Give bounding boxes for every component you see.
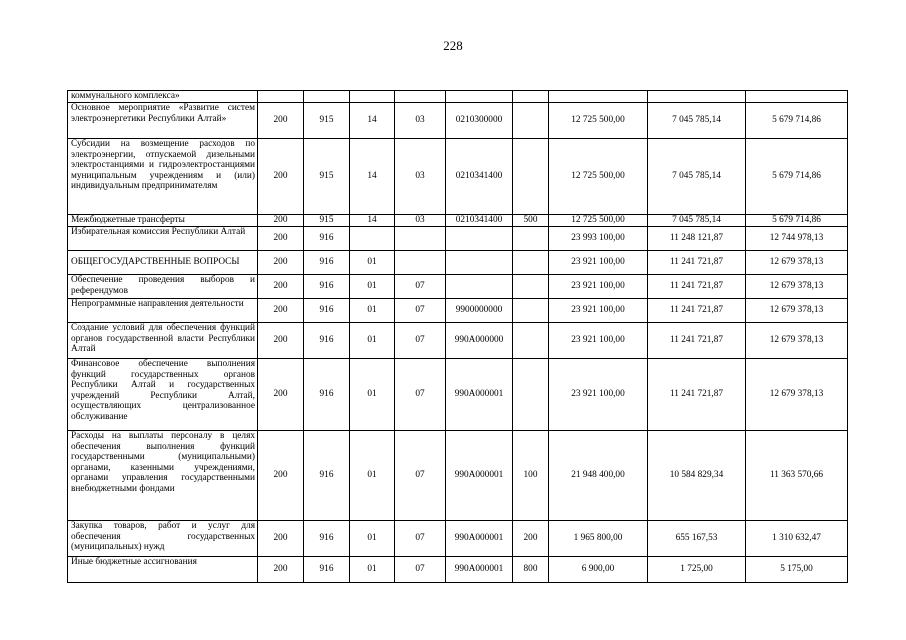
cell-c1: 200 (258, 251, 304, 275)
cell-c3: 01 (350, 557, 395, 583)
cell-c5 (446, 275, 513, 299)
cell-c2: 915 (304, 215, 350, 227)
cell-v2 (648, 91, 746, 103)
cell-c5 (446, 251, 513, 275)
cell-c5: 9900000000 (446, 299, 513, 323)
row-description: Избирательная комиссия Республики Алтай (68, 227, 258, 251)
cell-c6: 500 (513, 215, 549, 227)
cell-c4: 07 (395, 557, 446, 583)
cell-c5 (446, 227, 513, 251)
row-description: Финансовое обеспечение выполнения функций государственных органов Республики Алтай и государственных учреждений Республики Алтай, осуществляющих централизованное обслуживание (68, 359, 258, 431)
cell-v3: 12 679 378,13 (746, 359, 848, 431)
cell-c2: 916 (304, 557, 350, 583)
cell-c1: 200 (258, 103, 304, 139)
cell-v3: 12 679 378,13 (746, 251, 848, 275)
cell-v2: 11 241 721,87 (648, 251, 746, 275)
cell-c2: 916 (304, 323, 350, 359)
cell-c4: 07 (395, 299, 446, 323)
cell-v3: 12 679 378,13 (746, 323, 848, 359)
cell-v3: 11 363 570,66 (746, 431, 848, 521)
table-row (68, 91, 848, 103)
row-description: Обеспечение проведения выборов и референдумов (68, 275, 258, 299)
cell-c2: 916 (304, 359, 350, 431)
cell-v1: 12 725 500,00 (549, 139, 648, 215)
row-description: Субсидии на возмещение расходов по электроэнергии, отпускаемой дизельными электростанциями и гидроэлектростанциями муниципальным учреждениям и (или) индивидуальным предпринимателям (68, 139, 258, 215)
cell-c5: 990А000001 (446, 557, 513, 583)
cell-c2: 916 (304, 251, 350, 275)
cell-c5: 0210300000 (446, 103, 513, 139)
cell-v2: 11 241 721,87 (648, 323, 746, 359)
cell-c3: 01 (350, 251, 395, 275)
cell-c3: 14 (350, 215, 395, 227)
cell-v1 (549, 91, 648, 103)
cell-v2: 7 045 785,14 (648, 103, 746, 139)
cell-c6 (513, 139, 549, 215)
cell-c2: 916 (304, 227, 350, 251)
cell-c2: 915 (304, 139, 350, 215)
cell-c6 (513, 275, 549, 299)
cell-v1: 23 993 100,00 (549, 227, 648, 251)
row-description: Расходы на выплаты персоналу в целях обеспечения выполнения функций государственными (муниципальными) органами, казенными учреждениями, органами управления государственными внебюджетными фондами (68, 431, 258, 521)
cell-c4: 03 (395, 139, 446, 215)
table-row (68, 299, 848, 323)
cell-c3: 14 (350, 139, 395, 215)
cell-c1: 200 (258, 215, 304, 227)
cell-c5: 990А000001 (446, 431, 513, 521)
table-row (68, 251, 848, 275)
row-description: Создание условий для обеспечения функций органов государственной власти Республики Алтай (68, 323, 258, 359)
cell-c1: 200 (258, 139, 304, 215)
cell-c4: 07 (395, 431, 446, 521)
cell-v1: 23 921 100,00 (549, 251, 648, 275)
cell-c5: 0210341400 (446, 139, 513, 215)
row-description: Основное мероприятие «Развитие систем электроэнергетики Республики Алтай» (68, 103, 258, 139)
cell-v3: 12 679 378,13 (746, 275, 848, 299)
table-row (68, 557, 848, 583)
cell-c2: 915 (304, 103, 350, 139)
cell-v1: 23 921 100,00 (549, 323, 648, 359)
cell-c1: 200 (258, 431, 304, 521)
cell-v2: 10 584 829,34 (648, 431, 746, 521)
cell-c4 (395, 227, 446, 251)
budget-table (67, 90, 848, 583)
cell-v1: 12 725 500,00 (549, 215, 648, 227)
cell-v1: 23 921 100,00 (549, 359, 648, 431)
row-description: Межбюджетные трансферты (68, 215, 258, 227)
table-row (68, 431, 848, 521)
cell-v2: 7 045 785,14 (648, 139, 746, 215)
cell-v1: 1 965 800,00 (549, 521, 648, 557)
table-body (68, 91, 848, 583)
cell-v2: 11 241 721,87 (648, 359, 746, 431)
cell-c3: 01 (350, 323, 395, 359)
cell-v3: 5 679 714,86 (746, 103, 848, 139)
cell-v2: 655 167,53 (648, 521, 746, 557)
cell-c1: 200 (258, 299, 304, 323)
cell-c3 (350, 91, 395, 103)
cell-v3: 12 744 978,13 (746, 227, 848, 251)
cell-c6: 800 (513, 557, 549, 583)
cell-c1: 200 (258, 227, 304, 251)
table-row (68, 275, 848, 299)
cell-c4: 07 (395, 359, 446, 431)
cell-c3: 01 (350, 299, 395, 323)
cell-c4: 07 (395, 323, 446, 359)
cell-v3 (746, 91, 848, 103)
cell-c3: 01 (350, 275, 395, 299)
cell-c6: 200 (513, 521, 549, 557)
cell-v1: 12 725 500,00 (549, 103, 648, 139)
cell-c1: 200 (258, 359, 304, 431)
cell-c6 (513, 103, 549, 139)
row-description: Закупка товаров, работ и услуг для обеспечения государственных (муниципальных) нужд (68, 521, 258, 557)
cell-c4: 07 (395, 521, 446, 557)
cell-c6 (513, 91, 549, 103)
cell-v1: 21 948 400,00 (549, 431, 648, 521)
cell-v1: 23 921 100,00 (549, 299, 648, 323)
cell-v2: 11 241 721,87 (648, 275, 746, 299)
row-description: Непрограммные направления деятельности (68, 299, 258, 323)
cell-c3: 01 (350, 431, 395, 521)
table-row (68, 139, 848, 215)
table-row (68, 215, 848, 227)
cell-c3 (350, 227, 395, 251)
cell-c4 (395, 91, 446, 103)
cell-c2: 916 (304, 275, 350, 299)
cell-c2 (304, 91, 350, 103)
cell-c5: 0210341400 (446, 215, 513, 227)
cell-c6 (513, 299, 549, 323)
cell-c2: 916 (304, 299, 350, 323)
cell-c3: 14 (350, 103, 395, 139)
cell-c6 (513, 359, 549, 431)
table-row (68, 521, 848, 557)
cell-c1: 200 (258, 323, 304, 359)
cell-v3: 5 175,00 (746, 557, 848, 583)
cell-v2: 1 725,00 (648, 557, 746, 583)
table-row (68, 359, 848, 431)
cell-c5 (446, 91, 513, 103)
cell-c1: 200 (258, 275, 304, 299)
cell-c1 (258, 91, 304, 103)
cell-c6 (513, 251, 549, 275)
table-row (68, 103, 848, 139)
cell-c1: 200 (258, 557, 304, 583)
cell-c2: 916 (304, 521, 350, 557)
row-description: Иные бюджетные ассигнования (68, 557, 258, 583)
cell-v2: 11 248 121,87 (648, 227, 746, 251)
page-number: 228 (443, 38, 463, 53)
cell-c4: 03 (395, 215, 446, 227)
cell-c4: 07 (395, 275, 446, 299)
cell-c5: 990А000001 (446, 521, 513, 557)
cell-v1: 23 921 100,00 (549, 275, 648, 299)
cell-c6 (513, 323, 549, 359)
cell-v2: 11 241 721,87 (648, 299, 746, 323)
cell-c4: 03 (395, 103, 446, 139)
cell-c3: 01 (350, 359, 395, 431)
cell-v2: 7 045 785,14 (648, 215, 746, 227)
cell-c6 (513, 227, 549, 251)
cell-v3: 5 679 714,86 (746, 139, 848, 215)
row-description: ОБЩЕГОСУДАРСТВЕННЫЕ ВОПРОСЫ (68, 251, 258, 275)
cell-v3: 1 310 632,47 (746, 521, 848, 557)
table-row (68, 323, 848, 359)
cell-c2: 916 (304, 431, 350, 521)
cell-v3: 5 679 714,86 (746, 215, 848, 227)
cell-v1: 6 900,00 (549, 557, 648, 583)
cell-c3: 01 (350, 521, 395, 557)
table-row (68, 227, 848, 251)
row-description: коммунального комплекса» (68, 91, 258, 103)
cell-c4 (395, 251, 446, 275)
cell-c1: 200 (258, 521, 304, 557)
cell-c6: 100 (513, 431, 549, 521)
cell-v3: 12 679 378,13 (746, 299, 848, 323)
cell-c5: 990А000000 (446, 323, 513, 359)
cell-c5: 990А000001 (446, 359, 513, 431)
